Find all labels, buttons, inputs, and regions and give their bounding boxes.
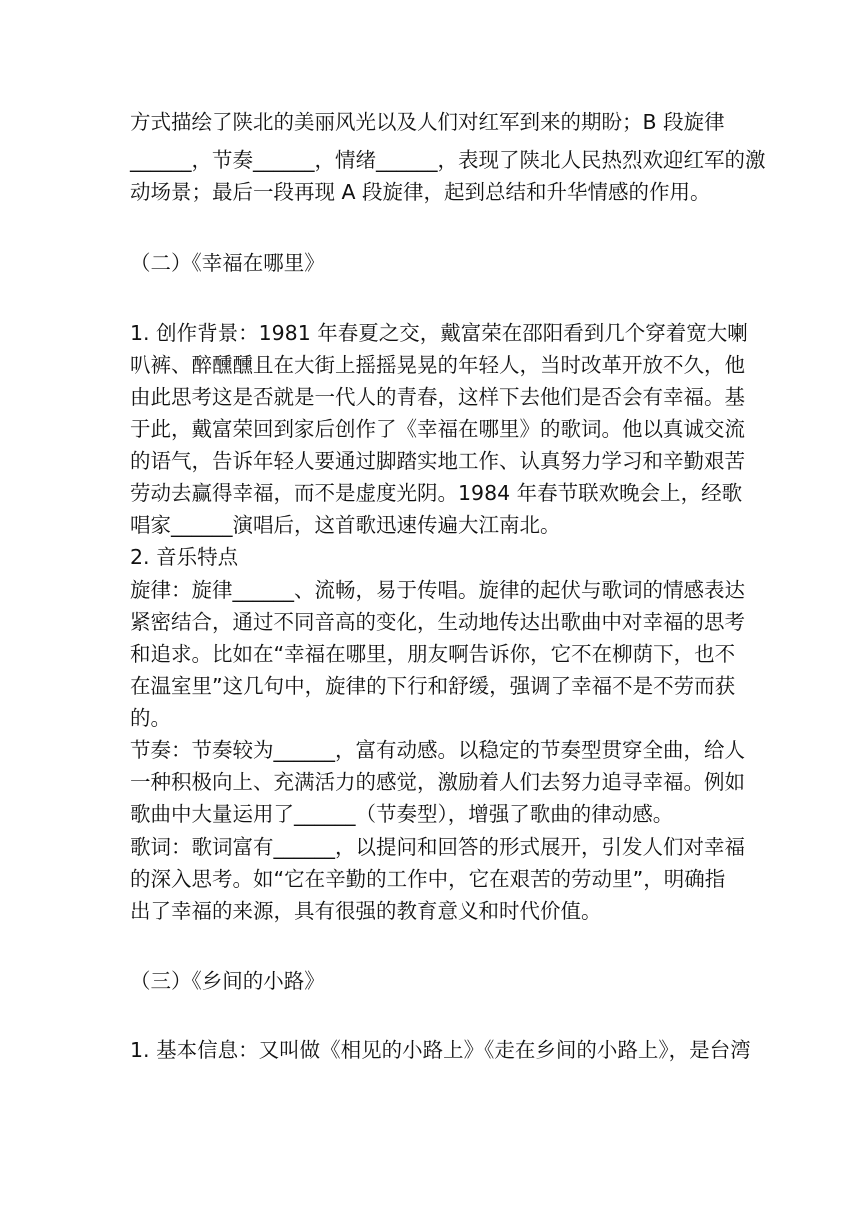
paragraph-line: 的。 xyxy=(130,706,171,730)
paragraph-line: 由此思考这是否就是一代人的青春，这样下去他们是否会有幸福。基 xyxy=(130,385,745,409)
paragraph-line: 劳动去赢得幸福，而不是虚度光阴。1984 年春节联欢晚会上，经歌 xyxy=(130,481,743,505)
paragraph-line: 在温室里”这几句中，旋律的下行和舒缓，强调了幸福不是不劳而获 xyxy=(130,674,736,698)
paragraph-line: 唱家______演唱后，这首歌迅速传遍大江南北。 xyxy=(130,513,561,537)
section-heading: （三）《乡间的小路》 xyxy=(130,969,325,993)
paragraph-line: 叭裤、醉醺醺且在大街上摇摇晃晃的年轻人，当时改革开放不久，他 xyxy=(130,353,745,377)
section-heading: （二）《幸福在哪里》 xyxy=(130,251,325,275)
paragraph-line: 1. 基本信息：又叫做《相见的小路上》《走在乡间的小路上》，是台湾 xyxy=(130,1038,751,1062)
paragraph-line: 方式描绘了陕北的美丽风光以及人们对红军到来的期盼；B 段旋律 xyxy=(130,110,725,134)
paragraph-line: 旋律：旋律______、流畅，易于传唱。旋律的起伏与歌词的情感表达 xyxy=(130,578,745,602)
paragraph-line: 的语气，告诉年轻人要通过脚踏实地工作、认真努力学习和辛勤艰苦 xyxy=(130,449,745,473)
paragraph-line: 歌词：歌词富有______，以提问和回答的形式展开，引发人们对幸福 xyxy=(130,835,745,859)
paragraph-line: 紧密结合，通过不同音高的变化，生动地传达出歌曲中对幸福的思考 xyxy=(130,610,745,634)
paragraph-line: 于此，戴富荣回到家后创作了《幸福在哪里》的歌词。他以真诚交流 xyxy=(130,417,745,441)
subsection-heading: 2. 音乐特点 xyxy=(130,545,239,569)
paragraph-line: 1. 创作背景：1981 年春夏之交，戴富荣在邵阳看到几个穿着宽大喇 xyxy=(130,321,748,345)
paragraph-line: 一种积极向上、充满活力的感觉，激励着人们去努力追寻幸福。例如 xyxy=(130,770,745,794)
paragraph-line: 歌曲中大量运用了______（节奏型），增强了歌曲的律动感。 xyxy=(130,802,674,826)
paragraph-line: 的深入思考。如“它在辛勤的工作中，它在艰苦的劳动里”，明确指 xyxy=(130,867,726,891)
paragraph-line: 动场景；最后一段再现 A 段旋律，起到总结和升华情感的作用。 xyxy=(130,180,711,204)
paragraph-line: ______，节奏______，情绪______，表现了陕北人民热烈欢迎红军的激 xyxy=(130,148,766,172)
paragraph-line: 和追求。比如在“幸福在哪里，朋友啊告诉你，它不在柳荫下，也不 xyxy=(130,642,736,666)
paragraph-line: 节奏：节奏较为______，富有动感。以稳定的节奏型贯穿全曲，给人 xyxy=(130,738,745,762)
paragraph-line: 出了幸福的来源，具有很强的教育意义和时代价值。 xyxy=(130,899,602,923)
